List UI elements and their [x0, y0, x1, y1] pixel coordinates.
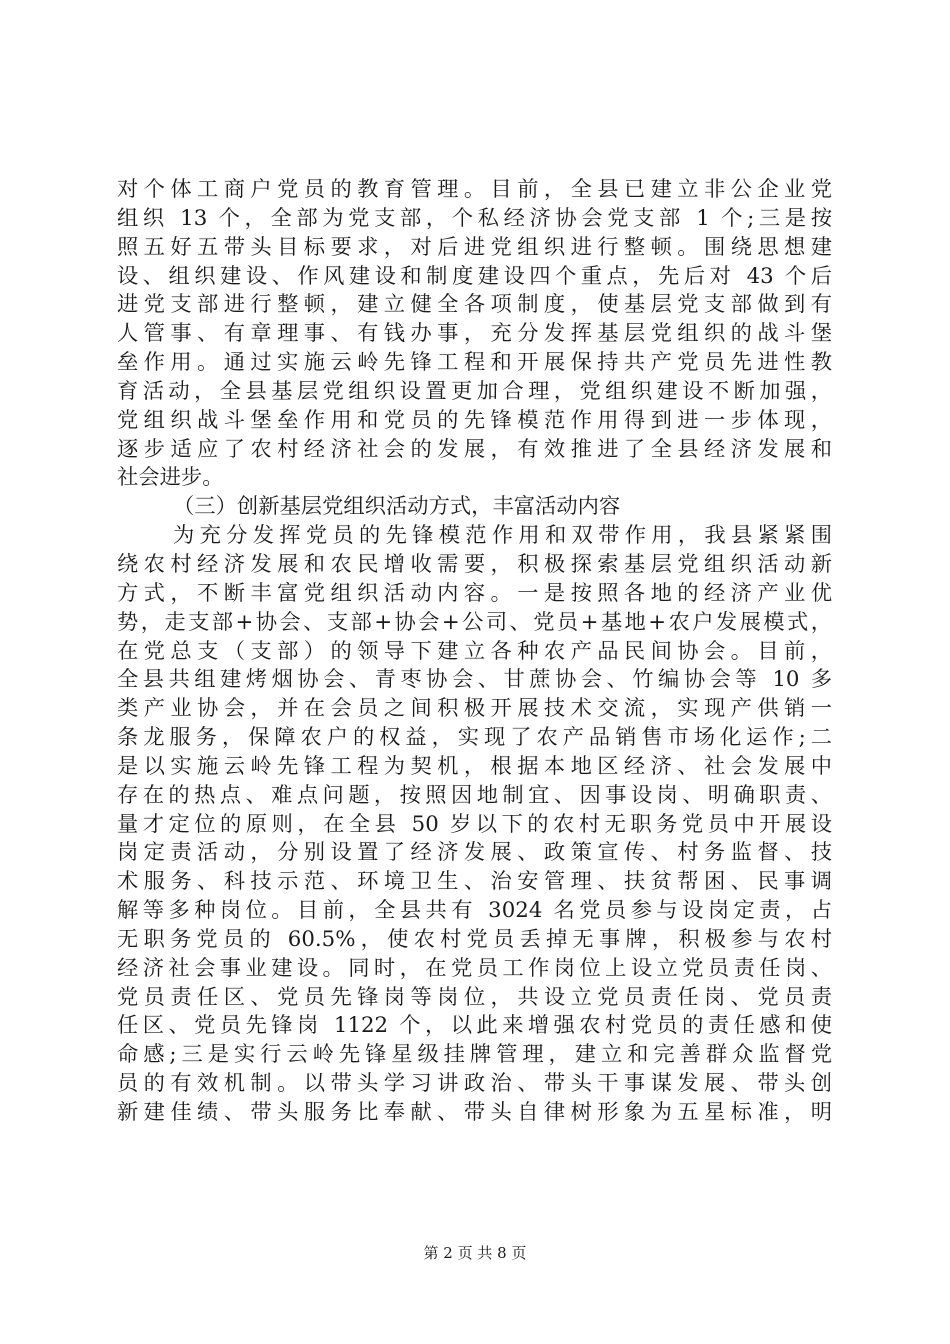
text-line: 员的有效机制。以带头学习讲政治、带头干事谋发展、带头创	[117, 1071, 832, 1097]
text-line: 无职务党员的 60.5%，使农村党员丢掉无事牌，积极参与农村	[117, 926, 832, 952]
text-line: 类产业协会，并在会员之间积极开展技术交流，实现产供销一	[117, 696, 832, 722]
text-line: 设、组织建设、作风建设和制度建设四个重点，先后对 43 个后	[117, 263, 832, 289]
text-line: 党员责任区、党员先锋岗等岗位，共设立党员责任岗、党员责	[117, 984, 832, 1010]
text-line: 育活动，全县基层党组织设置更加合理，党组织建设不断加强，	[117, 378, 832, 404]
text-line: 解等多种岗位。目前，全县共有 3024 名党员参与设岗定责，占	[117, 898, 832, 924]
text-line: 术服务、科技示范、环境卫生、治安管理、扶贫帮困、民事调	[117, 869, 832, 895]
page-footer: 第 2 页 共 8 页	[423, 1244, 527, 1262]
text-line: 社会进步。	[117, 465, 224, 491]
section-heading: （三）创新基层党组织活动方式，丰富活动内容	[173, 494, 621, 520]
text-line: 是以实施云岭先锋工程为契机，根据本地区经济、社会发展中	[117, 753, 832, 779]
body-text	[117, 176, 832, 1128]
text-line: 垒作用。通过实施云岭先锋工程和开展保持共产党员先进性教	[117, 350, 832, 376]
text-line: 岗定责活动，分别设置了经济发展、政策宣传、村务监督、技	[117, 840, 832, 866]
text-line: 任区、党员先锋岗 1122 个，以此来增强农村党员的责任感和使	[117, 1013, 832, 1039]
text-line: 组织 13 个，全部为党支部，个私经济协会党支部 1 个;三是按	[117, 205, 832, 231]
text-line: 方式，不断丰富党组织活动内容。一是按照各地的经济产业优	[117, 580, 832, 606]
text-line: 对个体工商户党员的教育管理。目前，全县已建立非公企业党	[117, 177, 832, 202]
text-line: 新建佳绩、带头服务比奉献、带头自律树形象为五星标准，明	[117, 1100, 832, 1125]
text-line: 在党总支（支部）的领导下建立各种农产品民间协会。目前，	[117, 638, 832, 664]
text-line: 命感;三是实行云岭先锋星级挂牌管理，建立和完善群众监督党	[117, 1042, 832, 1068]
text-line: 人管事、有章理事、有钱办事，充分发挥基层党组织的战斗堡	[117, 321, 832, 347]
text-line: 经济社会事业建设。同时，在党员工作岗位上设立党员责任岗、	[117, 955, 832, 981]
text-line: 照五好五带头目标要求，对后进党组织进行整顿。围绕思想建	[117, 234, 832, 260]
text-line: 进党支部进行整顿，建立健全各项制度，使基层党支部做到有	[117, 292, 832, 318]
text-line: 为充分发挥党员的先锋模范作用和双带作用，我县紧紧围	[173, 523, 832, 549]
text-line: 全县共组建烤烟协会、青枣协会、甘蔗协会、竹编协会等 10 多	[117, 667, 832, 693]
text-line: 逐步适应了农村经济社会的发展，有效推进了全县经济发展和	[117, 436, 832, 462]
text-line: 存在的热点、难点问题，按照因地制宜、因事设岗、明确职责、	[117, 782, 832, 808]
text-line: 势，走支部+协会、支部+协会+公司、党员+基地+农户发展模式，	[117, 609, 832, 635]
text-line: 绕农村经济发展和农民增收需要，积极探索基层党组织活动新	[117, 551, 832, 577]
text-line: 党组织战斗堡垒作用和党员的先锋模范作用得到进一步体现，	[117, 407, 832, 433]
text-line: 条龙服务，保障农户的权益，实现了农产品销售市场化运作;二	[117, 725, 832, 751]
text-line: 量才定位的原则，在全县 50 岁以下的农村无职务党员中开展设	[117, 811, 832, 837]
